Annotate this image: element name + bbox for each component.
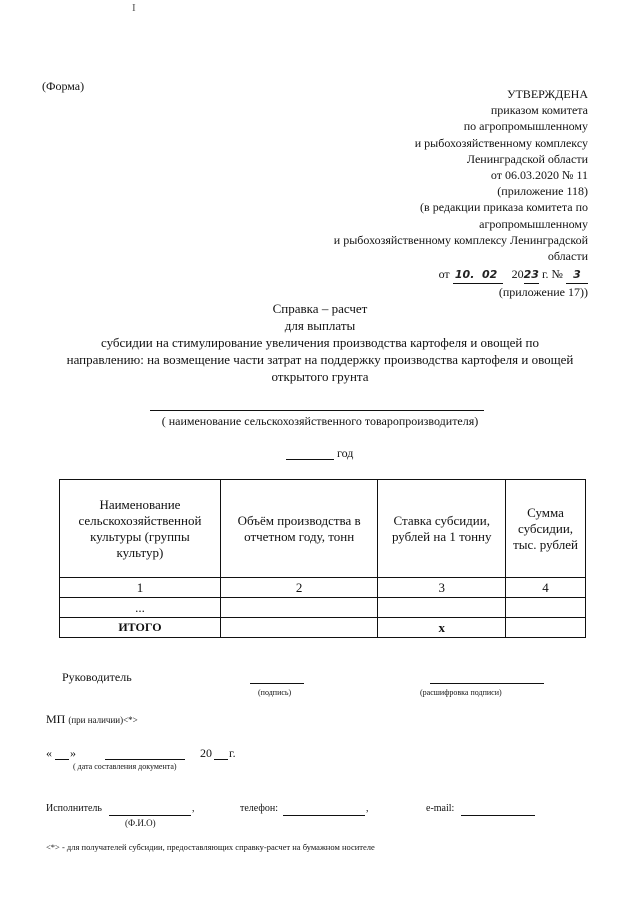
title-line: субсидии на стимулирование увеличения производства картофеля и овощей по (100, 335, 540, 350)
table-row (60, 598, 586, 618)
producer-name-field[interactable] (150, 410, 484, 411)
date-year-prefix: 20 (511, 267, 524, 282)
phone-label: телефон: (240, 803, 278, 814)
header-volume: Объём производства в отчетном году, тонн (220, 480, 378, 578)
crop-cell: ... (60, 598, 221, 618)
mp-label: МП (46, 712, 66, 726)
approval-line: (в редакции приказа комитета по (420, 200, 588, 215)
document-title (20, 300, 620, 385)
executor-name-field[interactable] (109, 815, 191, 816)
approval-line: от 06.03.2020 № 11 (490, 168, 588, 183)
column-number: 2 (220, 578, 378, 598)
date-close-quote: » (70, 746, 76, 760)
year-label: год (337, 446, 354, 460)
producer-caption: ( наименование сельскохозяйственного товаропроизводителя) (161, 414, 479, 428)
approval-appendix: (приложение 17)) (498, 285, 588, 300)
mp-block (46, 712, 138, 727)
date-day-field[interactable] (55, 759, 69, 760)
year-field[interactable] (286, 459, 334, 460)
date-day: 10. (453, 267, 477, 284)
date-open-quote: « (46, 746, 52, 760)
approval-date-line (258, 266, 588, 284)
approval-line: и рыбохозяйственному комплексу Ленинградской (333, 232, 588, 247)
head-label: Руководитель (62, 670, 132, 684)
title-line: открытого грунта (271, 369, 369, 384)
approval-line: (приложение 118) (497, 184, 588, 199)
executor-comma: , (192, 803, 195, 814)
approval-line: приказом комитета (490, 103, 588, 118)
column-number: 4 (506, 578, 586, 598)
approval-line: агропромышленному (479, 216, 588, 231)
total-rate-cell: x (378, 618, 506, 638)
total-volume-cell[interactable] (220, 618, 378, 638)
approval-line: по агропромышленному (463, 119, 588, 134)
phone-field[interactable] (283, 815, 365, 816)
approval-title: УТВЕРЖДЕНА (506, 87, 588, 101)
header-sum: Сумма субсидии, тыс. рублей (506, 480, 586, 578)
date-year-suffix: г. (229, 746, 236, 760)
column-number: 1 (60, 578, 221, 598)
subsidy-table (59, 479, 586, 638)
rate-cell[interactable] (378, 598, 506, 618)
number-label: г. № (541, 267, 563, 282)
header-rate: Ставка субсидии, рублей на 1 тонну (378, 480, 506, 578)
header-crop: Наименование сельскохозяйственной культуры (группы культур) (60, 480, 221, 578)
email-label: e-mail: (426, 803, 455, 814)
table-total-row (60, 618, 586, 638)
email-field[interactable] (461, 815, 535, 816)
title-line: Справка – расчет (272, 301, 368, 316)
form-label: (Форма) (42, 79, 85, 93)
date-year-field[interactable] (214, 759, 228, 760)
date-month: 02 (477, 267, 503, 284)
approval-number: 3 (566, 267, 588, 284)
table-number-row (60, 578, 586, 598)
approval-line: Ленинградской области (466, 151, 588, 166)
volume-cell[interactable] (220, 598, 378, 618)
sum-cell[interactable] (506, 598, 586, 618)
footnote: <*> - для получателей субсидии, предоставляющих справку-расчет на бумажном носителе (46, 842, 375, 852)
date-year-prefix: 20 (200, 746, 212, 760)
signature-field[interactable] (250, 683, 304, 684)
total-label: ИТОГО (60, 618, 221, 638)
executor-fio-caption: (Ф.И.О) (125, 818, 156, 828)
executor-label: Исполнитель (46, 803, 102, 814)
total-sum-cell[interactable] (506, 618, 586, 638)
top-mark: I (132, 2, 136, 14)
date-year-suffix: 23 (524, 267, 539, 284)
column-number: 3 (378, 578, 506, 598)
mp-note: (при наличии)<*> (68, 715, 138, 725)
title-line: для выплаты (284, 318, 356, 333)
approval-line: области (547, 249, 588, 264)
phone-comma: , (366, 803, 369, 814)
signature-caption: (подпись) (258, 688, 292, 697)
signature-decode-caption: (расшифровка подписи) (420, 688, 502, 697)
date-caption: ( дата составления документа) (73, 762, 177, 771)
table-header-row (60, 480, 586, 578)
date-prefix: от (438, 267, 450, 282)
date-month-field[interactable] (105, 759, 185, 760)
signature-decode-field[interactable] (430, 683, 544, 684)
approval-block (258, 86, 588, 301)
title-line: направлению: на возмещение части затрат на поддержку производства картофеля и овощей (66, 352, 574, 367)
approval-line: и рыбохозяйственному комплексу (414, 135, 588, 150)
